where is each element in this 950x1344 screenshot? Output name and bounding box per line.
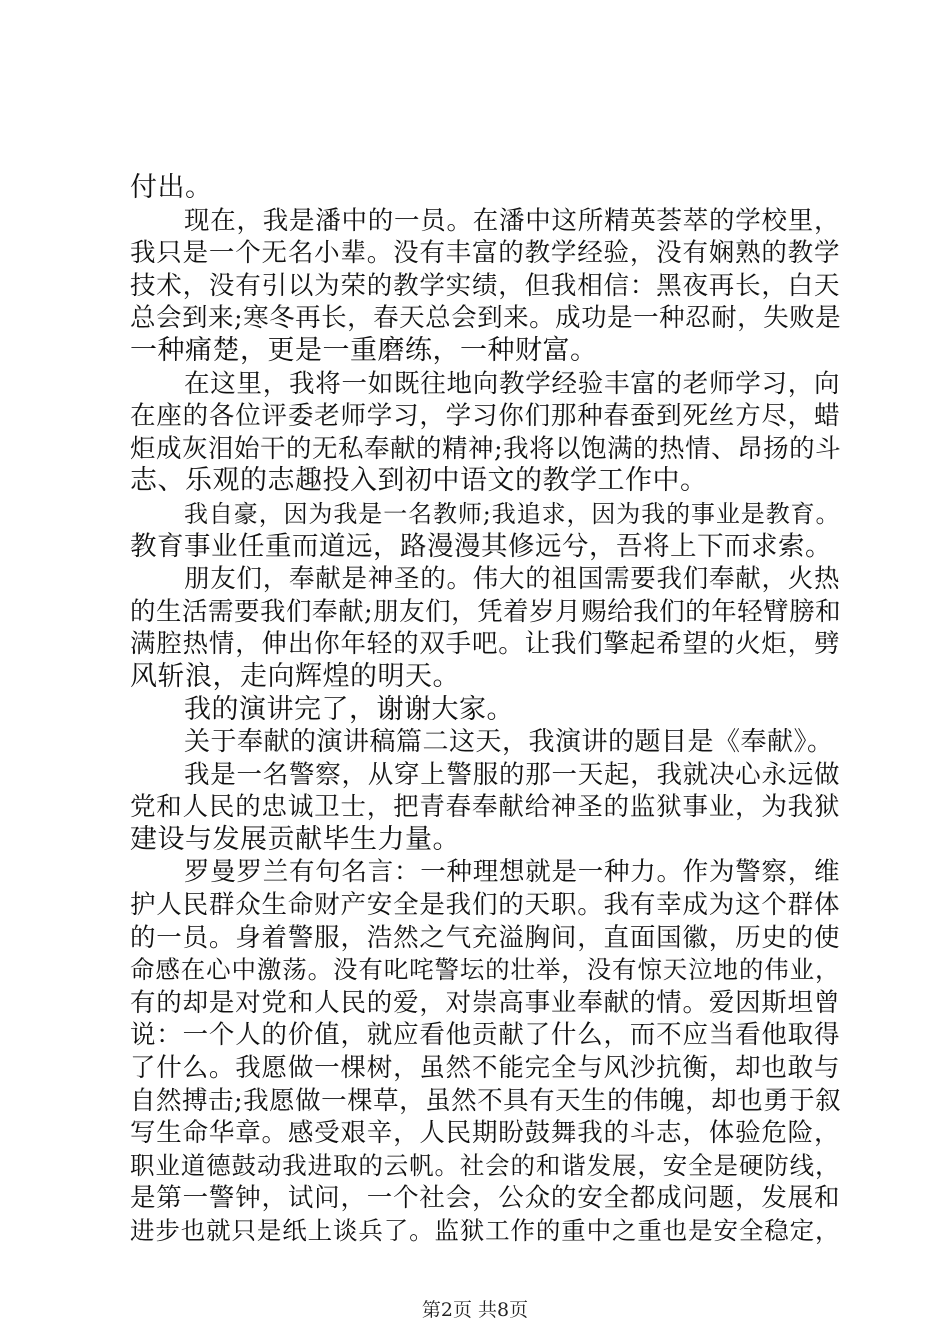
text-line: 建设与发展贡献毕生力量。: [130, 823, 460, 855]
text-line: 命感在心中激荡。没有叱咤警坛的壮举，没有惊天泣地的伟业，: [130, 955, 840, 985]
text-line: 总会到来;寒冬再长，春天总会到来。成功是一种忍耐，失败是: [130, 303, 842, 334]
text-line: 党和人民的忠诚卫士，把青春奉献给神圣的监狱事业，为我狱: [130, 792, 840, 823]
text-line: 满腔热情，伸出你年轻的双手吧。让我们擎起希望的火炬，劈: [130, 629, 840, 660]
text-line: 付出。: [130, 172, 213, 203]
text-line: 进步也就只是纸上谈兵了。监狱工作的重中之重也是安全稳定，: [130, 1216, 840, 1245]
text-line: 写生命华章。感受艰辛，人民期盼鼓舞我的斗志，体验危险，: [130, 1118, 840, 1149]
text-line: 自然搏击;我愿做一棵草，虽然不具有天生的伟魄，却也勇于叙: [130, 1085, 842, 1116]
text-line: 了什么。我愿做一棵树，虽然不能完全与风沙抗衡，却也敢与: [130, 1053, 840, 1084]
text-line: 的生活需要我们奉献;朋友们，凭着岁月赐给我们的年轻臂膀和: [130, 596, 842, 627]
text-line: 护人民群众生命财产安全是我们的天职。我有幸成为这个群体: [130, 890, 840, 921]
text-line: 是第一警钟，试问，一个社会，公众的安全都成问题，发展和: [130, 1183, 840, 1214]
text-line: 我自豪，因为我是一名教师;我追求，因为我的事业是教育。: [184, 499, 840, 528]
text-line: 我只是一个无名小辈。没有丰富的教学经验，没有娴熟的教学: [130, 238, 840, 269]
text-line: 一种痛楚，更是一重磨练，一种财富。: [130, 334, 598, 366]
text-line: 说：一个人的价值，就应看他贡献了什么，而不应当看他取得: [130, 1020, 840, 1051]
text-line: 职业道德鼓动我进取的云帆。社会的和谐发展，安全是硬防线，: [130, 1150, 840, 1180]
text-line: 现在，我是潘中的一员。在潘中这所精英荟萃的学校里，: [184, 205, 840, 236]
text-line: 教育事业任重而道远，路漫漫其修远兮，吾将上下而求索。: [130, 530, 832, 562]
text-line: 关于奉献的演讲稿篇二这天，我演讲的题目是《奉献》。: [184, 727, 834, 758]
text-line: 我是一名警察，从穿上警服的那一天起，我就决心永远做: [184, 759, 840, 790]
text-line: 的一员。身着警服，浩然之气充溢胸间，直面国徽，历史的使: [130, 922, 840, 953]
text-line: 志、乐观的志趣投入到初中语文的教学工作中。: [130, 465, 708, 497]
text-line: 炬成灰泪始干的无私奉献的精神;我将以饱满的热情、昂扬的斗: [130, 433, 842, 464]
text-line: 风斩浪，走向辉煌的明天。: [130, 660, 460, 692]
text-line: 在座的各位评委老师学习，学习你们那种春蚕到死丝方尽，蜡: [130, 401, 840, 432]
text-line: 有的却是对党和人民的爱，对崇高事业奉献的情。爱因斯坦曾: [130, 987, 840, 1018]
text-line: 技术，没有引以为荣的教学实绩，但我相信：黑夜再长，白天: [130, 270, 840, 301]
text-line: 朋友们，奉献是神圣的。伟大的祖国需要我们奉献，火热: [184, 564, 840, 595]
text-line: 在这里，我将一如既往地向教学经验丰富的老师学习，向: [184, 368, 840, 399]
page-footer: 第2页 共8页: [421, 1299, 529, 1321]
text-line: 我的演讲完了，谢谢大家。: [184, 693, 514, 725]
text-line: 罗曼罗兰有句名言：一种理想就是一种力。作为警察，维: [184, 857, 840, 888]
body-text: [130, 172, 840, 1248]
